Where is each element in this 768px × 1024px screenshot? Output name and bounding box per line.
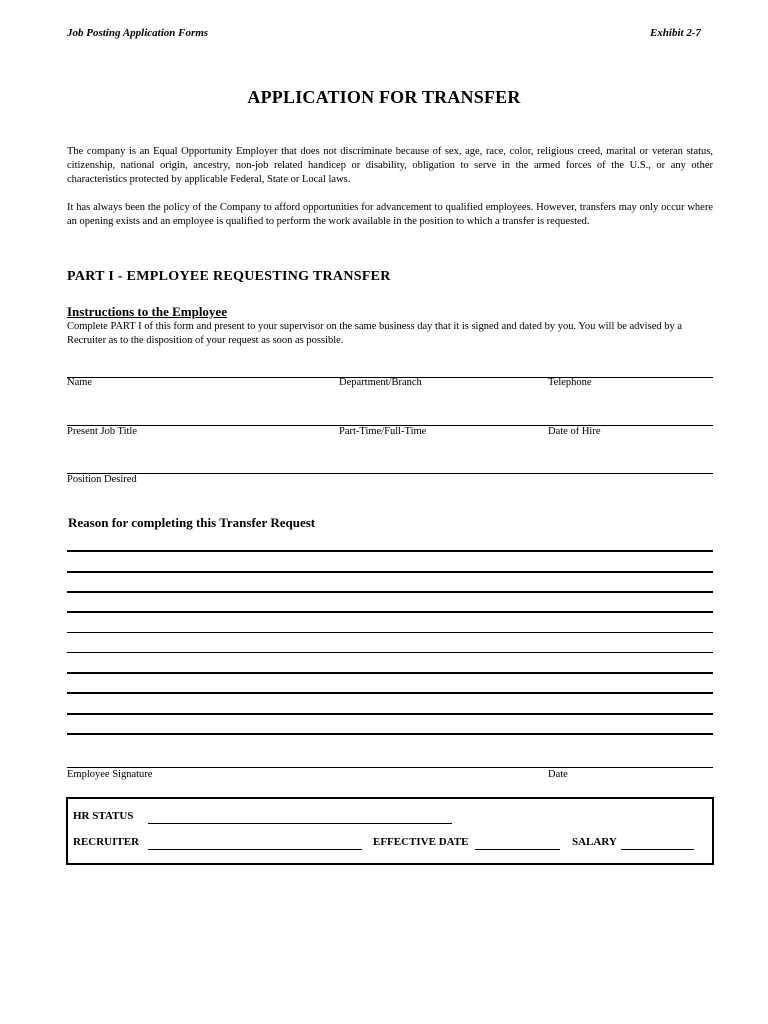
eeo-paragraph: The company is an Equal Opportunity Employer that does not discriminate because of sex, age, race, color, religious creed, marital or veteran status, citizenship, national origin, ancestry, non-job related handicep or disability, obligation to serve in the armed forces of the U.S., or any other characteristics protected by applicable Federal, State or Local laws. bbox=[67, 146, 713, 185]
recruiter-label: RECRUITER bbox=[73, 836, 140, 848]
effective-date-field[interactable] bbox=[475, 849, 560, 850]
reason-line[interactable] bbox=[67, 692, 713, 694]
signature-label: Employee Signature bbox=[67, 769, 153, 780]
reason-line[interactable] bbox=[67, 713, 713, 715]
part-full-time-label: Part-Time/Full-Time bbox=[339, 426, 427, 437]
reason-line[interactable] bbox=[67, 591, 713, 593]
name-label: Name bbox=[67, 377, 93, 388]
part1-heading: PART I - EMPLOYEE REQUESTING TRANSFER bbox=[67, 269, 391, 284]
reason-line[interactable] bbox=[67, 632, 713, 633]
header-left: Job Posting Application Forms bbox=[67, 27, 209, 39]
reason-line[interactable] bbox=[67, 652, 713, 653]
telephone-label: Telephone bbox=[548, 377, 592, 388]
signature-line[interactable] bbox=[67, 767, 713, 768]
document-title: APPLICATION FOR TRANSFER bbox=[247, 87, 521, 107]
position-desired-line[interactable] bbox=[67, 473, 713, 474]
reason-line[interactable] bbox=[67, 611, 713, 613]
hr-status-field[interactable] bbox=[148, 823, 452, 824]
salary-field[interactable] bbox=[621, 849, 694, 850]
salary-label: SALARY bbox=[572, 836, 617, 848]
reason-line[interactable] bbox=[67, 550, 713, 552]
hr-status-box bbox=[66, 797, 714, 865]
effective-date-label: EFFECTIVE DATE bbox=[373, 836, 469, 848]
hr-status-label: HR STATUS bbox=[73, 810, 134, 822]
date-of-hire-label: Date of Hire bbox=[548, 426, 601, 437]
reason-line[interactable] bbox=[67, 571, 713, 573]
header-right: Exhibit 2-7 bbox=[649, 27, 701, 39]
department-label: Department/Branch bbox=[339, 377, 422, 388]
signature-date-label: Date bbox=[548, 769, 568, 780]
position-desired-label: Position Desired bbox=[67, 474, 137, 485]
reason-heading: Reason for completing this Transfer Request bbox=[68, 515, 316, 530]
recruiter-field[interactable] bbox=[148, 849, 362, 850]
job-title-label: Present Job Title bbox=[67, 426, 138, 437]
reason-line[interactable] bbox=[67, 672, 713, 674]
instructions-text: Complete PART I of this form and present to your supervisor on the same business day that it is signed and dated by you. You will be advised by a Recruiter as to the disposition of your request as soon as possible. bbox=[67, 321, 683, 346]
policy-paragraph: It has always been the policy of the Company to afford opportunities for advancement to qualified employees. However, transfers may only occur where an opening exists and an employee is qualified to perform the work available in the position to which a transfer is requested. bbox=[67, 202, 713, 227]
instructions-heading: Instructions to the Employee bbox=[67, 304, 227, 319]
reason-line[interactable] bbox=[67, 733, 713, 735]
